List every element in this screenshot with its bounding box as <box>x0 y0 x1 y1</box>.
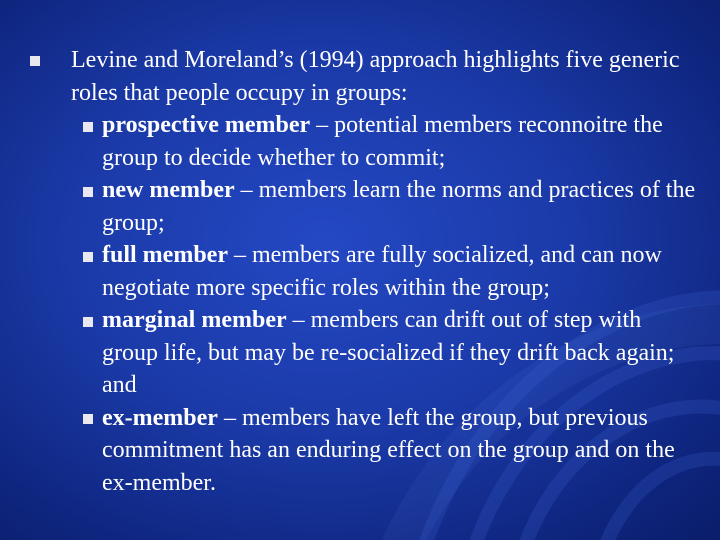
square-bullet-icon <box>83 414 93 424</box>
square-bullet-icon <box>30 56 40 66</box>
role-description: – members have left the group, but previous commitment has an enduring effect on the group and on the ex-member. <box>102 404 675 496</box>
square-bullet-icon <box>83 317 93 327</box>
square-bullet-icon <box>83 122 93 132</box>
role-item-ex <box>71 402 700 500</box>
role-term: marginal member <box>102 307 287 333</box>
role-item-new <box>71 174 700 239</box>
role-description: – members learn the norms and practices of the group; <box>102 177 696 236</box>
role-term: new member <box>102 177 235 203</box>
slide-content <box>30 44 700 499</box>
main-bullet-item <box>30 44 700 499</box>
role-term: prospective member <box>102 112 311 138</box>
role-term: ex-member <box>102 404 218 431</box>
role-item-prospective <box>71 109 700 174</box>
intro-text: Levine and Moreland’s (1994) approach highlights five generic roles that people occupy in groups: <box>71 47 680 106</box>
role-item-marginal <box>71 304 700 402</box>
role-item-full <box>71 239 700 304</box>
square-bullet-icon <box>83 187 93 197</box>
role-description: – members can drift out of step with group life, but may be re-socialized if they drift back again; and <box>102 307 675 398</box>
role-term: full member <box>102 242 228 268</box>
roles-list <box>71 109 700 499</box>
role-description: – members are fully socialized, and can now negotiate more specific roles within the group; <box>102 242 662 301</box>
role-description: – potential members reconnoitre the group to decide whether to commit; <box>102 112 663 171</box>
square-bullet-icon <box>83 252 93 262</box>
